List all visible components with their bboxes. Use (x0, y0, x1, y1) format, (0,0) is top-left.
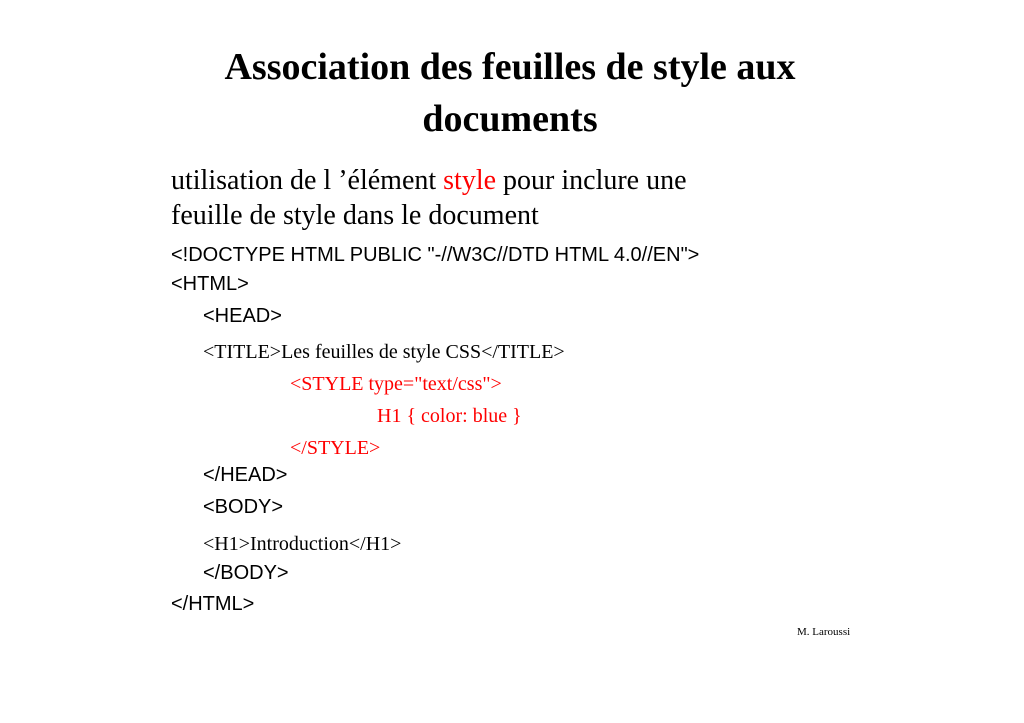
code-css-rule: H1 { color: blue } (377, 405, 522, 427)
code-style-close: </STYLE> (290, 437, 381, 459)
code-style-open: <STYLE type="text/css"> (290, 373, 502, 395)
code-body-open: <BODY> (203, 496, 284, 518)
author-footer: M. Laroussi (797, 626, 851, 638)
code-html-open: <HTML> (171, 273, 249, 295)
intro-line-1 (171, 164, 687, 198)
code-body-close: </BODY> (203, 562, 289, 584)
code-doctype: <!DOCTYPE HTML PUBLIC "-//W3C//DTD HTML 4.0//EN"> (171, 244, 700, 266)
code-head-open: <HEAD> (203, 305, 282, 327)
code-head-close: </HEAD> (203, 464, 288, 486)
code-title: <TITLE>Les feuilles de style CSS</TITLE> (203, 341, 565, 363)
slide-title-line-1: Association des feuilles de style aux (224, 46, 796, 88)
intro-keyword-style: style (443, 165, 497, 196)
code-h1: <H1>Introduction</H1> (203, 533, 402, 555)
intro-text-end: pour inclure une (496, 165, 687, 196)
slide-title-line-2: documents (422, 98, 598, 140)
intro-line-2: feuille de style dans le document (171, 200, 539, 231)
code-html-close: </HTML> (171, 593, 255, 615)
intro-text-start: utilisation de l ’élément (171, 165, 444, 196)
